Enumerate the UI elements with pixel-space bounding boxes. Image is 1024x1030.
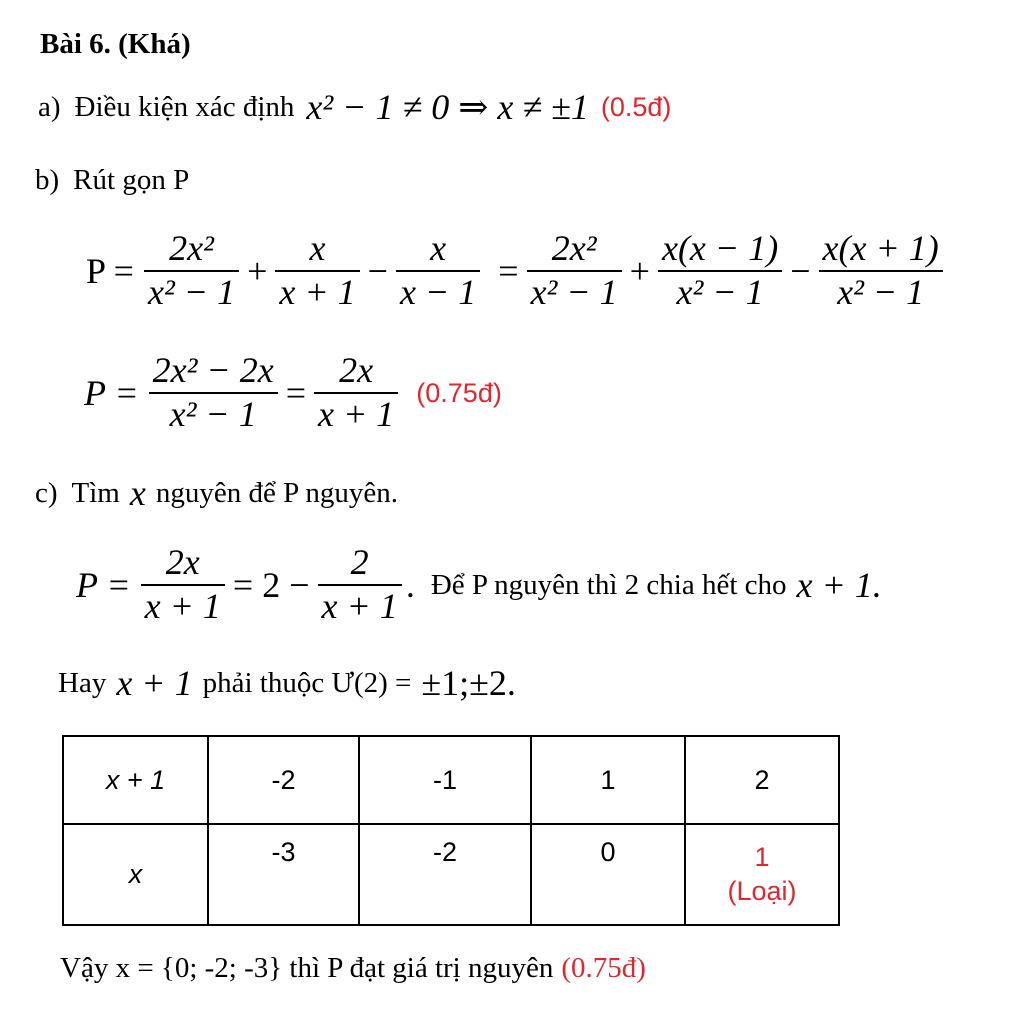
part-c-var: x: [129, 473, 146, 513]
fraction-4-num: 2x²: [551, 228, 597, 269]
exercise-title: Bài 6. (Khá): [40, 28, 191, 60]
part-c-text-after: nguyên để P nguyên.: [155, 476, 399, 509]
divisibility-text: Để P nguyên thì 2 chia hết cho: [430, 568, 787, 601]
fraction-6-num: x(x + 1): [822, 228, 939, 269]
hay-text: Hay: [58, 666, 107, 699]
part-c-label: c): [35, 476, 58, 509]
fraction-9: [141, 544, 225, 626]
fraction-5: [658, 230, 782, 312]
divisor-set-text: phải thuộc Ư(2) =: [202, 666, 412, 699]
fraction-10-den: x + 1: [321, 586, 398, 626]
table-cell: -2: [208, 736, 359, 824]
fraction-3: [396, 230, 480, 312]
equals-two-minus: = 2 −: [232, 565, 310, 605]
table-row: [63, 736, 839, 824]
table-cell: -3: [208, 824, 359, 925]
fraction-8-num: 2x: [339, 350, 374, 391]
part-c-line1: P = $\frac{2x}{x + 1}$ = 2 − $\frac{2}{x + 1}$ . Để P nguyên thì 2 chia hết cho x + 1.: [76, 542, 882, 626]
part-b-heading: [35, 158, 189, 202]
fraction-5-num: x(x − 1): [661, 228, 779, 269]
divisor-set: ±1;±2.: [421, 663, 516, 703]
fraction-9-den: x + 1: [144, 586, 221, 626]
part-c-line2: [58, 658, 516, 708]
row1-header: x + 1: [63, 736, 208, 824]
fraction-1: [144, 230, 239, 312]
part-b-text: Rút gọn P: [73, 163, 190, 196]
table-row: [63, 824, 839, 925]
fraction-7-num: 2x² − 2x: [152, 350, 274, 391]
fraction-1-num: 2x²: [169, 228, 214, 269]
table-cell: -1: [359, 736, 531, 824]
table-cell: -2: [359, 824, 531, 925]
fraction-10-num: 2: [350, 542, 369, 583]
values-table: [62, 735, 840, 926]
part-a-score: (0.5đ): [600, 91, 672, 122]
fraction-2: [275, 230, 359, 312]
part-b-score: (0.75đ): [416, 377, 502, 408]
conclusion: [60, 945, 646, 991]
part-b-line1: P = $\frac{\text{2x²}}{\text{x² − 1}}$ + $\frac{x}{x + 1}$ − $\frac{x}{x - 1}$ = $\frac{\text{2x²}}{\text{x² − 1}}$ + $\frac{x(x - 1)}{\text{x² − 1}}$ − $\frac{x(x + 1)}{\text{x² − 1}}$: [86, 222, 947, 320]
part-b-line2: P = $\frac{\text{2x² − 2x}}{\text{x² − 1}}$ = $\frac{2x}{x + 1}$ (0.75đ): [84, 350, 502, 434]
part-a-label: a): [38, 90, 61, 123]
part-b-label: b): [35, 163, 60, 196]
conclusion-score: (0.75đ): [561, 951, 646, 984]
fraction-9-num: 2x: [165, 542, 200, 583]
fraction-10: [318, 544, 402, 626]
p-equals: P =: [86, 251, 134, 291]
part-a-condition: x² − 1 ≠ 0 ⇒ x ≠ ±1: [306, 87, 589, 127]
part-a-text: Điều kiện xác định: [74, 90, 295, 123]
divisibility-expr: x + 1.: [796, 565, 882, 605]
fraction-8: [314, 352, 398, 434]
p-equals-3: P =: [76, 565, 131, 605]
reject-note: (Loại): [727, 875, 797, 906]
fraction-6-den: x² − 1: [837, 272, 925, 312]
fraction-6: [819, 230, 943, 312]
fraction-1-den: x² − 1: [148, 272, 236, 312]
fraction-7-den: x² − 1: [169, 394, 257, 434]
part-c-heading: [35, 470, 398, 516]
table-cell: 0: [531, 824, 685, 925]
rejected-value: 1: [754, 841, 770, 872]
fraction-2-num: x: [309, 228, 326, 269]
fraction-3-num: x: [430, 228, 447, 269]
hay-expr: x + 1: [116, 663, 193, 703]
fraction-4-den: x² − 1: [530, 272, 618, 312]
fraction-3-den: x − 1: [399, 272, 477, 312]
conclusion-text: Vậy x = {0; -2; -3} thì P đạt giá trị nguyên: [60, 951, 554, 984]
part-a: [38, 82, 671, 132]
fraction-7: [149, 352, 278, 434]
rejected-cell: [685, 824, 839, 925]
part-c-text-before: Tìm: [71, 476, 120, 509]
table-cell: 2: [685, 736, 839, 824]
table-cell: 1: [531, 736, 685, 824]
fraction-2-den: x + 1: [279, 272, 356, 312]
fraction-5-den: x² − 1: [676, 272, 764, 312]
row2-header: x: [63, 824, 208, 925]
fraction-8-den: x + 1: [318, 394, 395, 434]
fraction-4: [527, 230, 622, 312]
p-equals-2: P =: [84, 373, 139, 413]
